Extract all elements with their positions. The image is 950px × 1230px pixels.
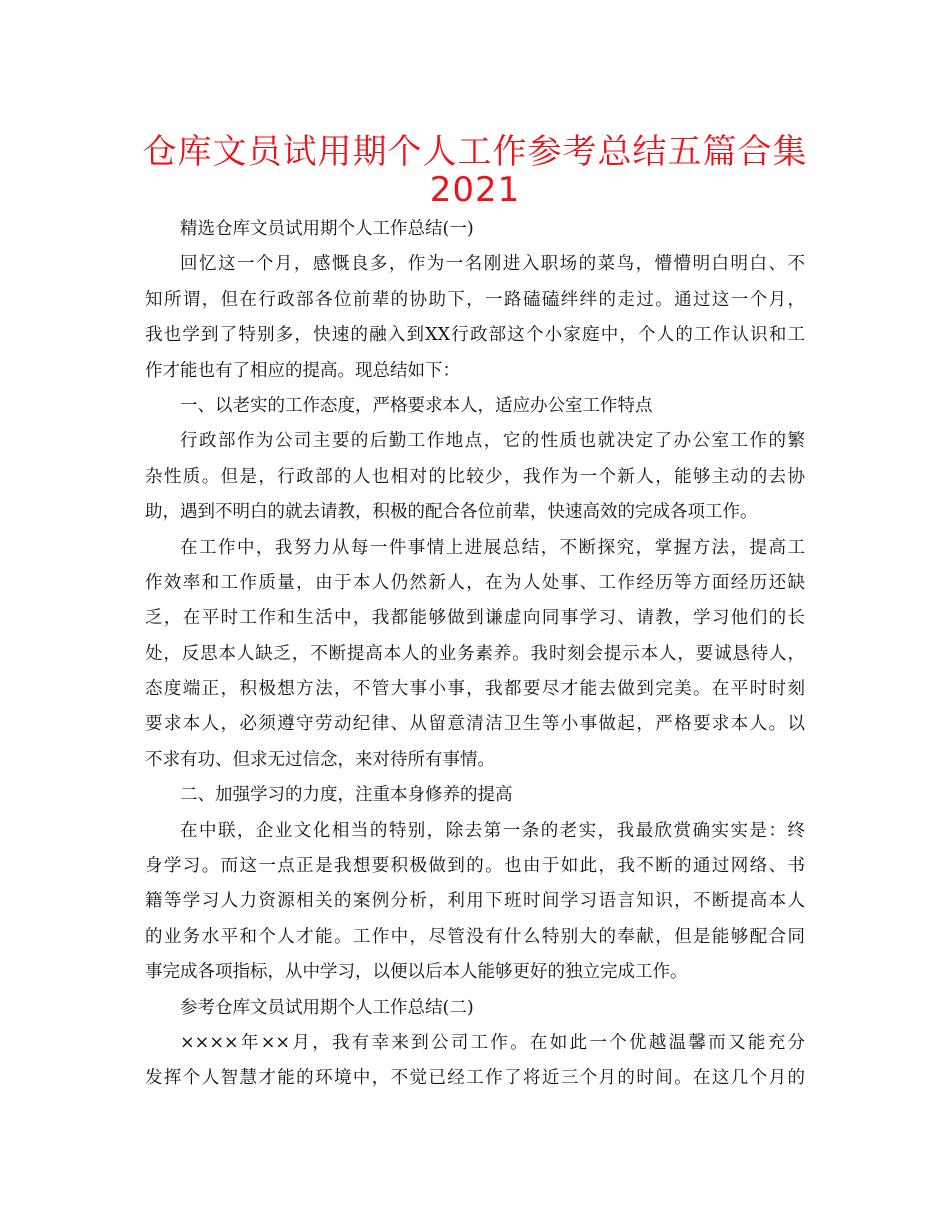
- document-body: [145, 212, 805, 1097]
- text-line: 身学习。而这一点正是我想要积极做到的。也由于如此，我不断的通过网络、书: [145, 856, 805, 877]
- text-line: 在工作中，我努力从每一件事情上进展总结，不断探究，掌握方法，提高工: [180, 537, 805, 558]
- text-line: 回忆这一个月，感慨良多，作为一名刚进入职场的菜鸟，懵懵明白明白、不: [180, 254, 805, 275]
- text-line: ××××年××月，我有幸来到公司工作。在如此一个优越温馨而又能充分: [180, 1032, 805, 1053]
- text-line: 参考仓库文员试用期个人工作总结(二): [180, 997, 474, 1018]
- text-line: 二、加强学习的力度，注重本身修养的提高: [180, 785, 513, 806]
- text-line: 助，遇到不明白的就去请教，积极的配合各位前辈，快速高效的完成各项工作。: [145, 502, 758, 523]
- text-line: 要求本人，必须遵守劳动纪律、从留意清洁卫生等小事做起，严格要求本人。以: [145, 714, 805, 735]
- text-line: 处，反思本人缺乏，不断提高本人的业务素养。我时刻会提示本人，要诚恳待人，: [145, 643, 805, 664]
- text-line: 知所谓，但在行政部各位前辈的协助下，一路磕磕绊绊的走过。通过这一个月，: [145, 289, 805, 310]
- document-title-line-1: 仓库文员试用期个人工作参考总结五篇合集: [142, 132, 808, 172]
- text-line: 不求有功、但求无过信念，来对待所有事情。: [145, 749, 495, 770]
- text-line: 作效率和工作质量，由于本人仍然新人，在为人处事、工作经历等方面经历还缺: [145, 572, 805, 593]
- document-title-line-2: 2021: [429, 170, 521, 210]
- text-line: 事完成各项指标，从中学习，以便以后本人能够更好的独立完成工作。: [145, 962, 688, 983]
- text-line: 作才能也有了相应的提高。现总结如下：: [145, 360, 460, 381]
- text-line: 杂性质。但是，行政部的人也相对的比较少，我作为一个新人，能够主动的去协: [145, 466, 805, 487]
- text-line: 的业务水平和个人才能。工作中，尽管没有什么特别大的奉献，但是能够配合同: [145, 926, 805, 947]
- text-line: 乏，在平时工作和生活中，我都能够做到谦虚向同事学习、请教，学习他们的长: [145, 608, 805, 629]
- text-line: 一、以老实的工作态度，严格要求本人，适应办公室工作特点: [180, 395, 653, 416]
- text-line: 我也学到了特别多，快速的融入到XX行政部这个小家庭中，个人的工作认识和工: [145, 325, 805, 346]
- text-line: 行政部作为公司主要的后勤工作地点，它的性质也就决定了办公室工作的繁: [180, 431, 805, 452]
- text-line: 籍等学习人力资源相关的案例分析，利用下班时间学习语言知识，不断提高本人: [145, 891, 805, 912]
- text-line: 精选仓库文员试用期个人工作总结(一): [180, 219, 474, 239]
- text-line: 发挥个人智慧才能的环境中，不觉已经工作了将近三个月的时间。在这几个月的: [145, 1068, 805, 1089]
- text-line: 在中联，企业文化相当的特别，除去第一条的老实，我最欣赏确实实是：终: [180, 820, 805, 841]
- text-line: 态度端正，积极想方法，不管大事小事，我都要尽才能去做到完美。在平时时刻: [145, 679, 805, 700]
